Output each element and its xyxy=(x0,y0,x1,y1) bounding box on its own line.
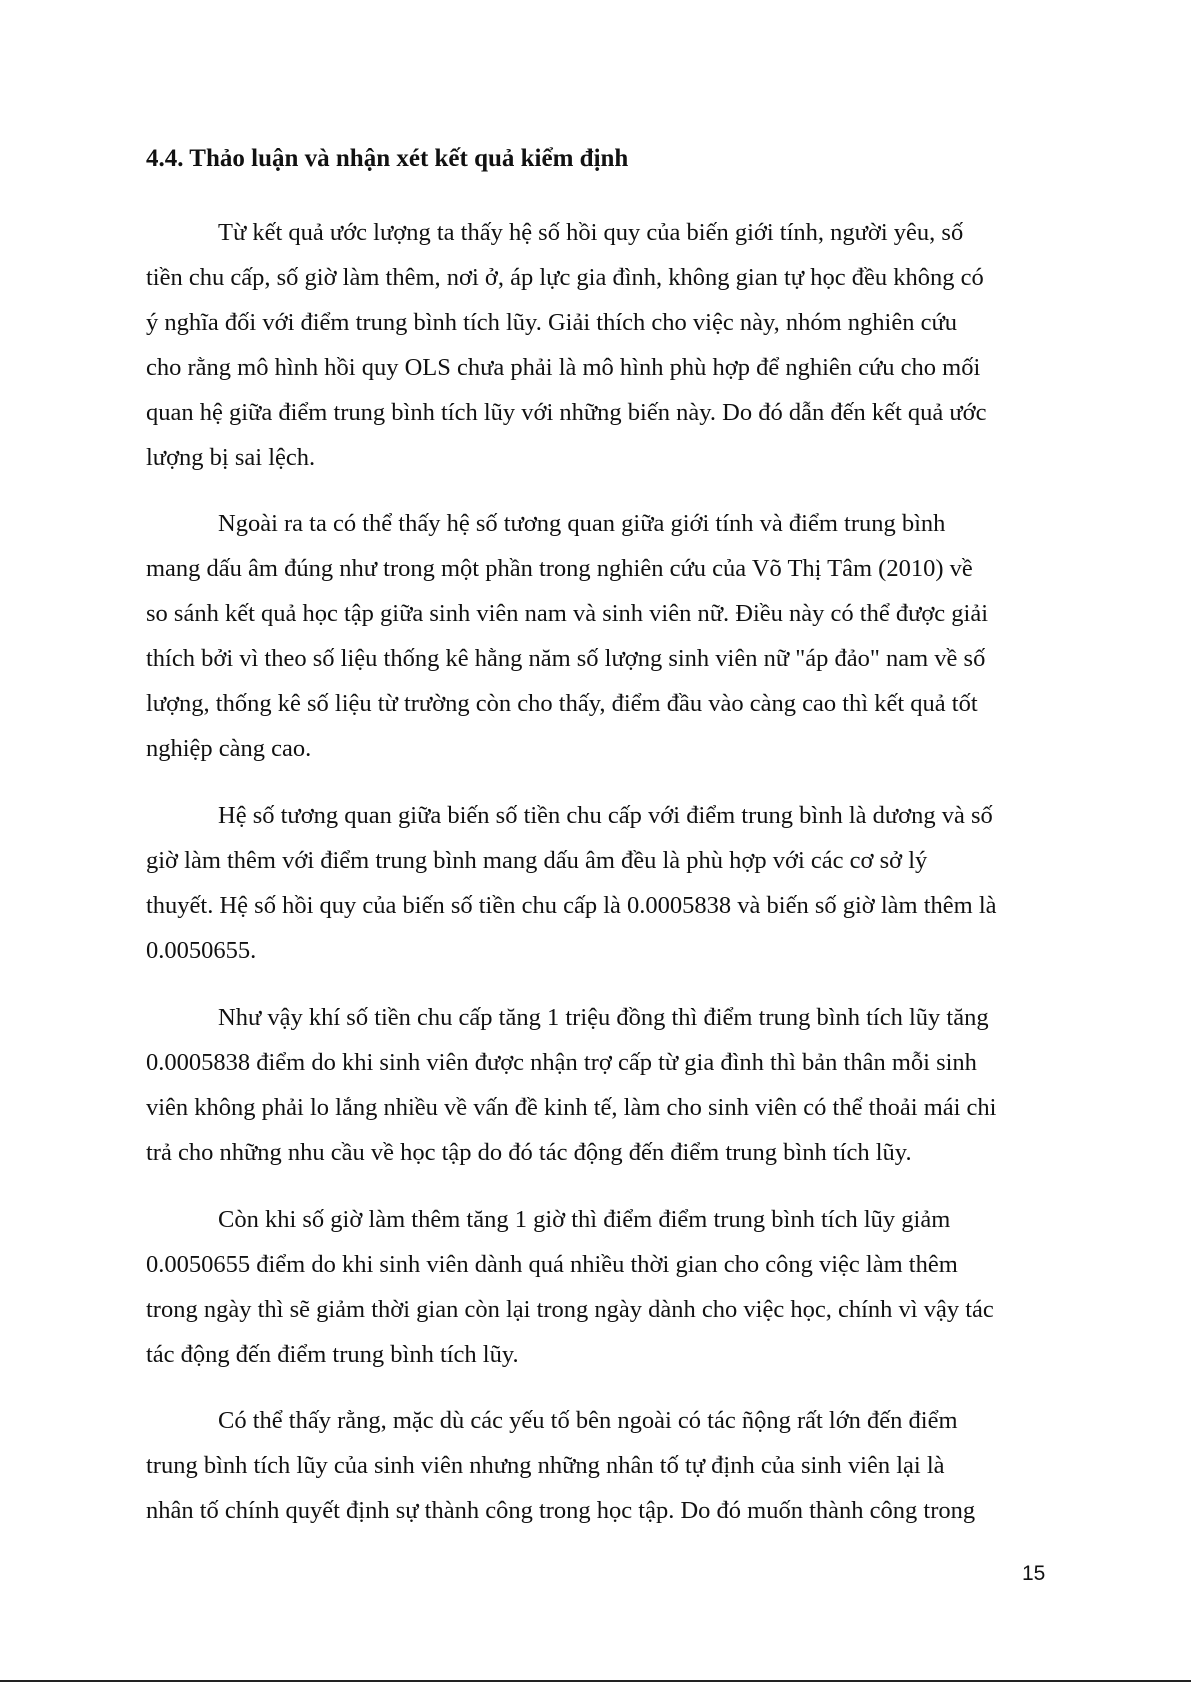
paragraph-line: viên không phải lo lắng nhiều về vấn đề kinh tế, làm cho sinh viên có thể thoải mái chi xyxy=(146,1094,997,1121)
paragraph-line: trong ngày thì sẽ giảm thời gian còn lại trong ngày dành cho việc học, chính vì vậy tác xyxy=(146,1296,994,1323)
paragraph-line: Từ kết quả ước lượng ta thấy hệ số hồi quy của biến giới tính, người yêu, số xyxy=(218,219,964,246)
paragraph-line: 0.0050655 điểm do khi sinh viên dành quá nhiều thời gian cho công việc làm thêm xyxy=(146,1251,958,1278)
paragraph-line: mang dấu âm đúng như trong một phần trong nghiên cứu của Võ Thị Tâm (2010) về xyxy=(146,555,973,582)
paragraph-line: Có thể thấy rằng, mặc dù các yếu tố bên ngoài có tác ñộng rất lớn đến điểm xyxy=(218,1407,958,1434)
paragraph-line: ý nghĩa đối với điểm trung bình tích lũy. Giải thích cho việc này, nhóm nghiên cứu xyxy=(146,309,957,336)
page-number: 15 xyxy=(1022,1562,1046,1585)
paragraph-5 xyxy=(146,1197,1056,1377)
paragraph-line: nghiệp càng cao. xyxy=(146,735,312,762)
paragraph-line: Còn khi số giờ làm thêm tăng 1 giờ thì điểm điểm trung bình tích lũy giảm xyxy=(218,1206,951,1233)
paragraph-line: lượng, thống kê số liệu từ trường còn cho thấy, điểm đầu vào càng cao thì kết quả tốt xyxy=(146,690,978,717)
paragraph-line: quan hệ giữa điểm trung bình tích lũy với những biến này. Do đó dẫn đến kết quả ước xyxy=(146,399,987,426)
paragraph-line: nhân tố chính quyết định sự thành công trong học tập. Do đó muốn thành công trong xyxy=(146,1497,976,1524)
paragraph-line: 0.0005838 điểm do khi sinh viên được nhận trợ cấp từ gia đình thì bản thân mỗi sinh xyxy=(146,1049,977,1076)
paragraph-line: tiền chu cấp, số giờ làm thêm, nơi ở, áp lực gia đình, không gian tự học đều không có xyxy=(146,264,984,291)
paragraph-line: Ngoài ra ta có thể thấy hệ số tương quan giữa giới tính và điểm trung bình xyxy=(218,510,946,537)
bottom-divider xyxy=(0,1680,1191,1682)
paragraph-line: so sánh kết quả học tập giữa sinh viên nam và sinh viên nữ. Điều này có thể được giải xyxy=(146,600,989,627)
paragraph-line: cho rằng mô hình hồi quy OLS chưa phải là mô hình phù hợp để nghiên cứu cho mối xyxy=(146,354,981,381)
paragraph-line: 0.0050655. xyxy=(146,937,257,964)
section-heading: 4.4. Thảo luận và nhận xét kết quả kiểm định xyxy=(146,145,629,172)
paragraph-3 xyxy=(146,793,1056,973)
paragraph-line: trả cho những nhu cầu về học tập do đó tác động đến điểm trung bình tích lũy. xyxy=(146,1139,912,1166)
paragraph-line: Hệ số tương quan giữa biến số tiền chu cấp với điểm trung bình là dương và số xyxy=(218,802,993,829)
paragraph-1 xyxy=(146,210,1056,480)
paragraph-2 xyxy=(146,501,1056,771)
paragraph-line: tác động đến điểm trung bình tích lũy. xyxy=(146,1341,519,1368)
paragraph-4 xyxy=(146,995,1056,1175)
paragraph-line: trung bình tích lũy của sinh viên nhưng những nhân tố tự định của sinh viên lại là xyxy=(146,1452,945,1479)
paragraph-line: thuyết. Hệ số hồi quy của biến số tiền chu cấp là 0.0005838 và biến số giờ làm thêm là xyxy=(146,892,997,919)
paragraph-line: lượng bị sai lệch. xyxy=(146,444,316,471)
paragraph-line: thích bởi vì theo số liệu thống kê hằng năm số lượng sinh viên nữ "áp đảo" nam về số xyxy=(146,645,986,672)
paragraph-line: Như vậy khí số tiền chu cấp tăng 1 triệu đồng thì điểm trung bình tích lũy tăng xyxy=(218,1004,989,1031)
paragraph-6 xyxy=(146,1398,1056,1533)
paragraph-line: giờ làm thêm với điểm trung bình mang dấu âm đều là phù hợp với các cơ sở lý xyxy=(146,847,928,874)
